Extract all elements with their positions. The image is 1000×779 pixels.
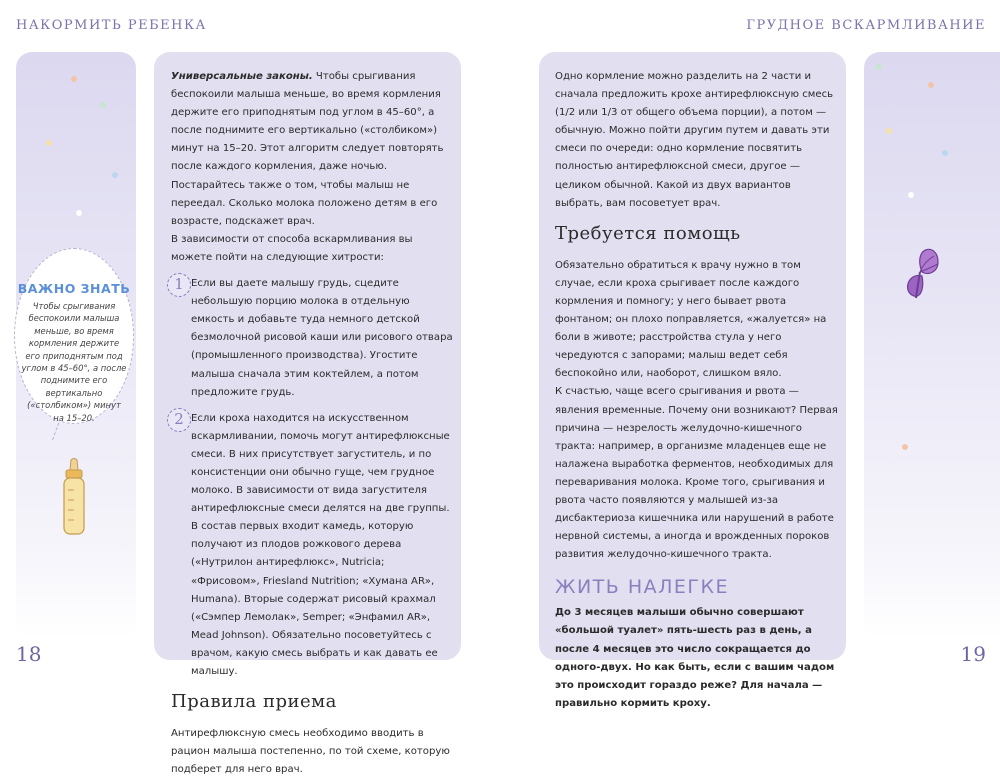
baby-bottle-icon: [58, 458, 90, 538]
page-number-right: 19: [960, 642, 986, 666]
tip-item-2: [171, 410, 453, 681]
running-head-left: НАКОРМИТЬ РЕБЕНКА: [16, 18, 207, 33]
causes-paragraph: К счастью, чаще всего срыгивания и рвота — явления временные. Почему они возникают? Первая причина — незрелость желудочно-кишечного тракта: например, в организме младенцев еще не налажена выработка ферментов, необходимых для переваривания молока. Кроме того, срыгивания и рвота часто появляются у малышей из-за дисбактериоза кишечника или нарушений в работе нервной системы, а иногда и врожденных пороков развития желудочно-кишечного тракта.: [555, 386, 838, 561]
help-heading: Требуется помощь: [555, 222, 741, 244]
help-paragraph: Обязательно обратиться к врачу нужно в том случае, если кроха срыгивает после каждого кормления и помногу; у него бывает рвота фонтаном; он плохо поправляется, «жалуется» на боли в животе; расстройства стула у него чередуются с запорами; малыш ведет себя беспокойно или, наоборот, слишком вяло.: [555, 259, 827, 380]
confetti-dot: [100, 102, 106, 108]
page-number-left: 18: [16, 642, 42, 666]
confetti-dot: [886, 128, 892, 134]
confetti-dot: [908, 192, 914, 198]
right-column-text: [555, 68, 839, 713]
butterfly-icon: [898, 242, 950, 308]
confetti-dot: [902, 444, 908, 450]
rules-paragraph: Антирефлюксную смесь необходимо вводить в рацион малыша постепенно, по той схеме, которую подберет для него врач.: [171, 728, 450, 776]
tip-item-2-text: Если кроха находится на искусственном вскармливании, помочь могут антирефлюксные смеси. В них присутствует загуститель, и по консистенции они обычно гуще, чем грудное молоко. В зависимости от вида загустителя антирефлюксные смеси делятся на две группы. В состав первых входит камедь, которую получают из плодов рожкового дерева («Нутрилон антирефлюкс», Nutricia; «Фрисовом», Friesland Nutrition; «Хумана AR», Humana). Вторые содержат рисовый крахмал («Сэмпер Лемолак», Semper; «Энфамил AR», Mead Johnson). Обязательно посоветуйтесь с врачом, какую смесь выбрать и как давать ее малышу.: [191, 412, 450, 677]
important-note-bubble: [14, 248, 134, 424]
rules-heading: Правила приема: [171, 691, 337, 713]
right-decorative-strip: [864, 52, 1000, 640]
mixing-paragraph: Одно кормление можно разделить на 2 части и сначала предложить крохе антирефлюксную смесь (1/2 или 1/3 от общего объема порции), а потом — обычную. Можно пойти другим путем и давать эти смеси по очереди: одно кормление посвятить полностью антирефлюксной смеси, другое — целиком обычной. Какой из двух вариантов выбрать, вам посоветует врач.: [555, 71, 834, 209]
important-note-text: Чтобы срыгивания беспокоили малыша меньше, во время кормления держите его приподнятым под углом в 45–60°, а после поднимите его вертикально («столбиком») минут на 15–20.: [21, 301, 127, 423]
tip-item-1: [171, 275, 453, 402]
confetti-dot: [112, 172, 118, 178]
confetti-dot: [71, 76, 77, 82]
confetti-dot: [876, 64, 882, 70]
lead-phrase: Универсальные законы.: [171, 71, 313, 82]
intro-paragraph-2: В зависимости от способа вскармливания вы можете пойти на следующие хитрости:: [171, 233, 413, 263]
confetti-dot: [76, 210, 82, 216]
bowel-note-paragraph: До 3 месяцев малыши обычно совершают «большой туалет» пять-шесть раз в день, а после 4 месяцев это число сокращается до одного-двух. Но как быть, если с вашим чадом это происходит гораздо реже? Для начала — правильно кормить кроху.: [555, 607, 835, 709]
confetti-dot: [928, 82, 934, 88]
running-head-right: ГРУДНОЕ ВСКАРМЛИВАНИЕ: [746, 18, 986, 33]
tip-number-1: 1: [167, 273, 191, 297]
important-note-title: ВАЖНО ЗНАТЬ: [17, 281, 131, 296]
left-column-text: [171, 68, 453, 779]
live-light-heading: ЖИТЬ НАЛЕГКЕ: [555, 576, 730, 599]
confetti-dot: [46, 140, 52, 146]
tip-item-1-text: Если вы даете малышу грудь, сцедите небольшую порцию молока в отдельную емкость и добавьте туда немного детской безмолочной рисовой каши или рисового отвара (промышленного производства). Угостите малыша сначала этим коктейлем, а потом предложите грудь.: [191, 278, 453, 398]
intro-paragraph: Чтобы срыгивания беспокоили малыша меньше, во время кормления держите его приподнятым под углом в 45–60°, а после поднимите его вертикально («столбиком») минут на 15–20. Этот алгоритм следует повторять после каждого кормления, даже ночью. Постарайтесь также о том, чтобы малыш не переедал. Сколько молока положено детям в его возрасте, подскажет врач.: [171, 71, 444, 227]
tip-number-2: 2: [167, 408, 191, 432]
confetti-dot: [942, 150, 948, 156]
